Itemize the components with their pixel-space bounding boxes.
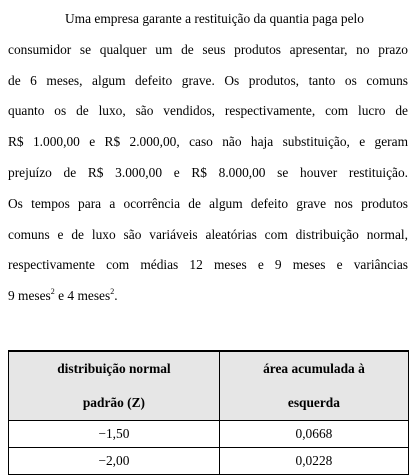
text-line: comuns e de luxo são variáveis aleatórias com distribuição normal, <box>8 226 408 242</box>
header-text: distribuição normal <box>57 361 171 376</box>
text-fragment: . <box>114 288 118 304</box>
header-text: esquerda <box>287 395 340 410</box>
header-area <box>219 351 408 421</box>
superscript: 2 <box>110 286 115 296</box>
area-cell: 0,0668 <box>219 421 408 448</box>
text-line: Os tempos para a ocorrência de algum defeito grave nos produtos <box>8 195 408 211</box>
area-cell: 0,0228 <box>219 448 408 475</box>
text-line: prejuízo de R$ 3.000,00 e R$ 8.000,00 se houver restituição. <box>8 164 408 180</box>
text-line-last <box>8 281 408 312</box>
z-cell: −2,00 <box>9 448 220 475</box>
header-text: padrão (Z) <box>82 395 145 410</box>
text-line: R$ 1.000,00 e R$ 2.000,00, caso não haja substituição, e geram <box>8 134 408 150</box>
text-fragment: e 4 meses <box>54 288 111 304</box>
text-line: respectivamente com médias 12 meses e 9 meses e variâncias <box>8 257 408 273</box>
problem-statement <box>8 4 408 312</box>
text-line: Uma empresa garante a restituição da quantia paga pelo <box>65 11 364 26</box>
text-fragment: 9 meses <box>8 288 51 304</box>
normal-distribution-table <box>8 350 409 475</box>
table-row <box>9 421 409 448</box>
table-header-row <box>9 351 409 421</box>
text-line: consumidor se qualquer um de seus produtos apresentar, no prazo <box>8 41 408 57</box>
header-text: área acumulada à <box>263 361 365 376</box>
text-line: quanto os de luxo, são vendidos, respectivamente, com lucro de <box>8 103 408 119</box>
header-z <box>9 351 220 421</box>
superscript: 2 <box>50 286 55 296</box>
table-row <box>9 448 409 475</box>
text-line: de 6 meses, algum defeito grave. Os produtos, tanto os comuns <box>8 72 408 88</box>
z-cell: −1,50 <box>9 421 220 448</box>
